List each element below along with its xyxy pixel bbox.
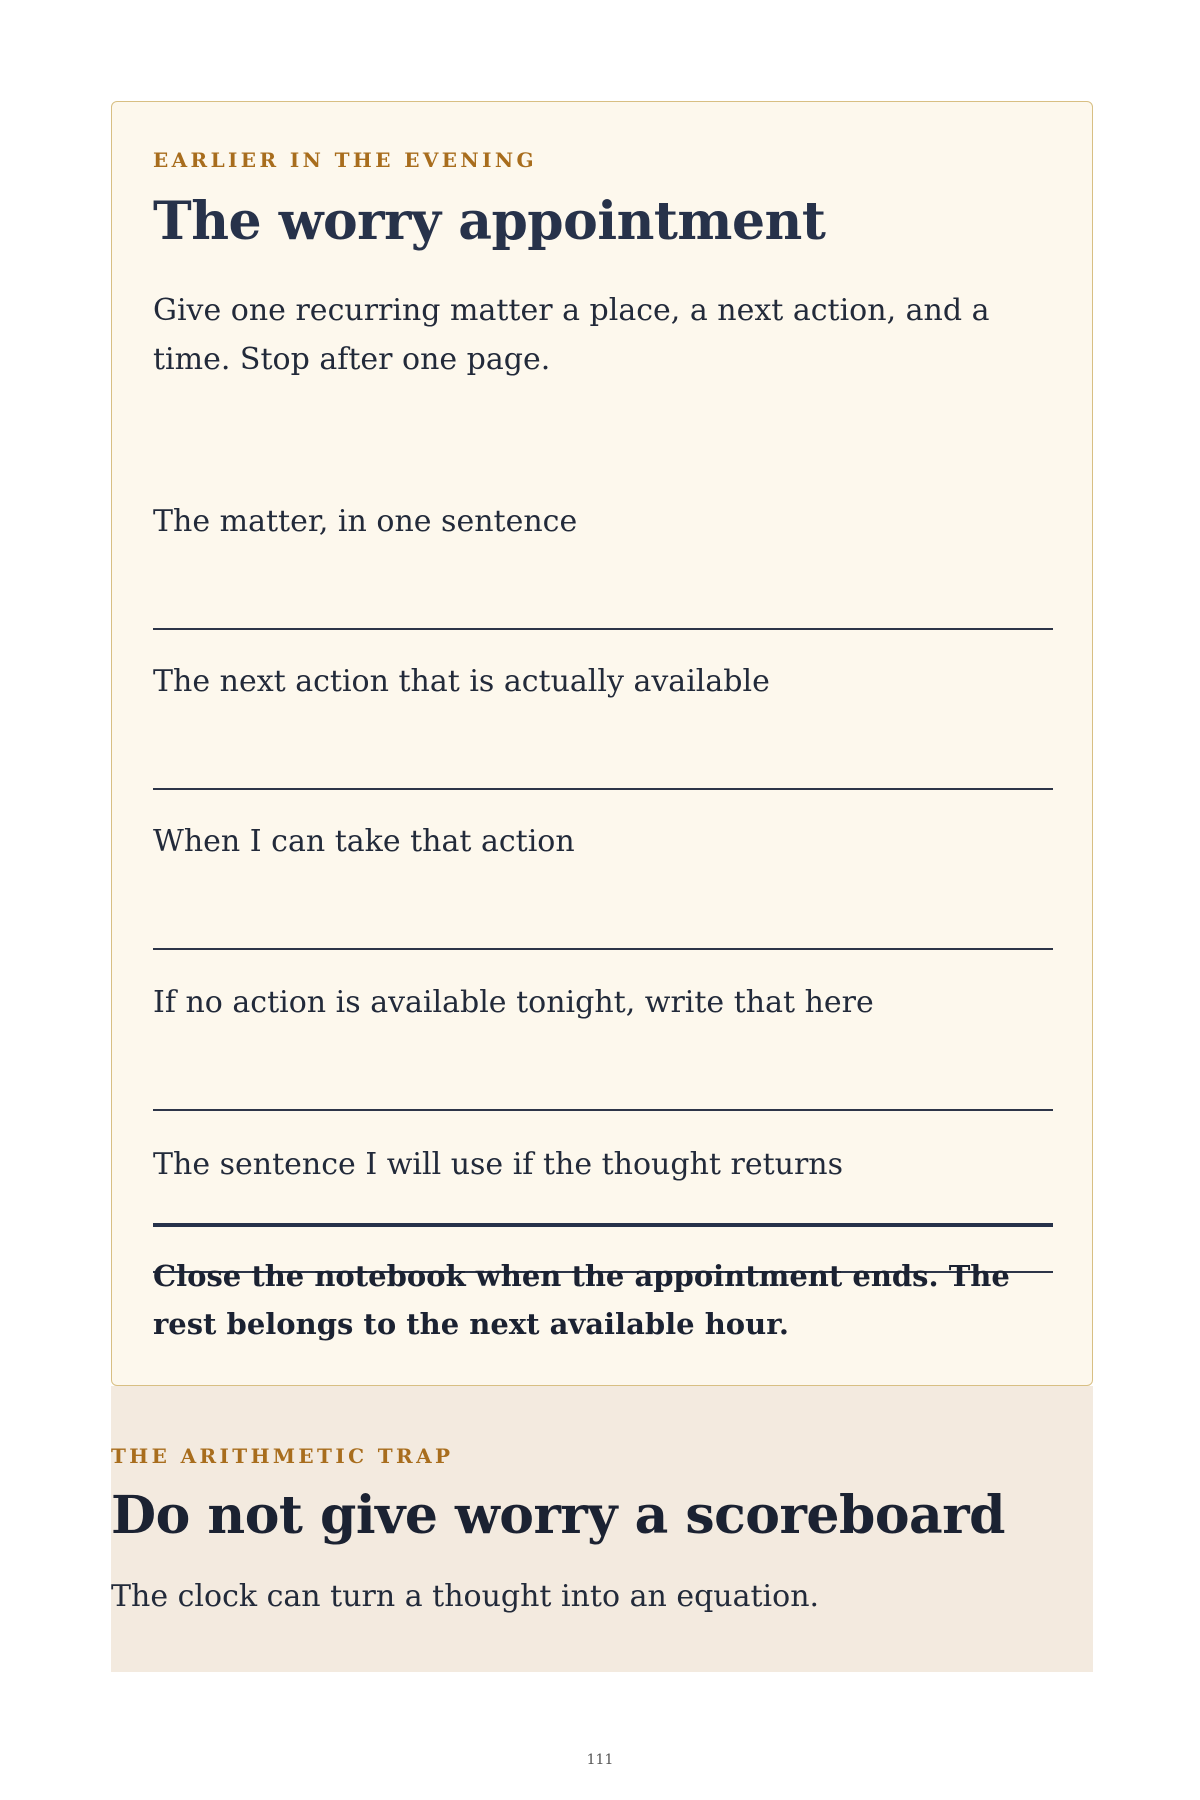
- field-label: The sentence I will use if the thought returns: [153, 1147, 844, 1182]
- field-no-action[interactable]: [153, 983, 1053, 1111]
- field-matter[interactable]: [153, 502, 1053, 630]
- write-line[interactable]: [153, 948, 1053, 950]
- closing-divider: [153, 1223, 1053, 1227]
- arithmetic-trap-section: [111, 1386, 1093, 1672]
- worksheet-title: The worry appointment: [153, 191, 826, 252]
- section-body: The clock can turn a thought into an equation.: [111, 1579, 820, 1614]
- worksheet-closing-note: Close the notebook when the appointment ends. The rest belongs to the next available hour.: [153, 1259, 1010, 1341]
- write-line[interactable]: [153, 628, 1053, 630]
- field-label: The next action that is actually available: [153, 664, 770, 699]
- field-label: If no action is available tonight, write that here: [153, 985, 874, 1020]
- write-line[interactable]: [153, 788, 1053, 790]
- page-number: 111: [586, 1752, 614, 1768]
- field-label: When I can take that action: [153, 824, 575, 859]
- write-line[interactable]: [153, 1109, 1053, 1111]
- section-title: Do not give worry a scoreboard: [111, 1485, 1005, 1546]
- field-label: The matter, in one sentence: [153, 504, 578, 539]
- field-when[interactable]: [153, 822, 1053, 950]
- worksheet-kicker: EARLIER IN THE EVENING: [153, 148, 538, 172]
- worksheet-intro: Give one recurring matter a place, a next action, and a time. Stop after one page.: [153, 293, 990, 377]
- field-next-action[interactable]: [153, 662, 1053, 790]
- section-kicker: THE ARITHMETIC TRAP: [111, 1444, 454, 1468]
- worksheet-card: [111, 101, 1093, 1386]
